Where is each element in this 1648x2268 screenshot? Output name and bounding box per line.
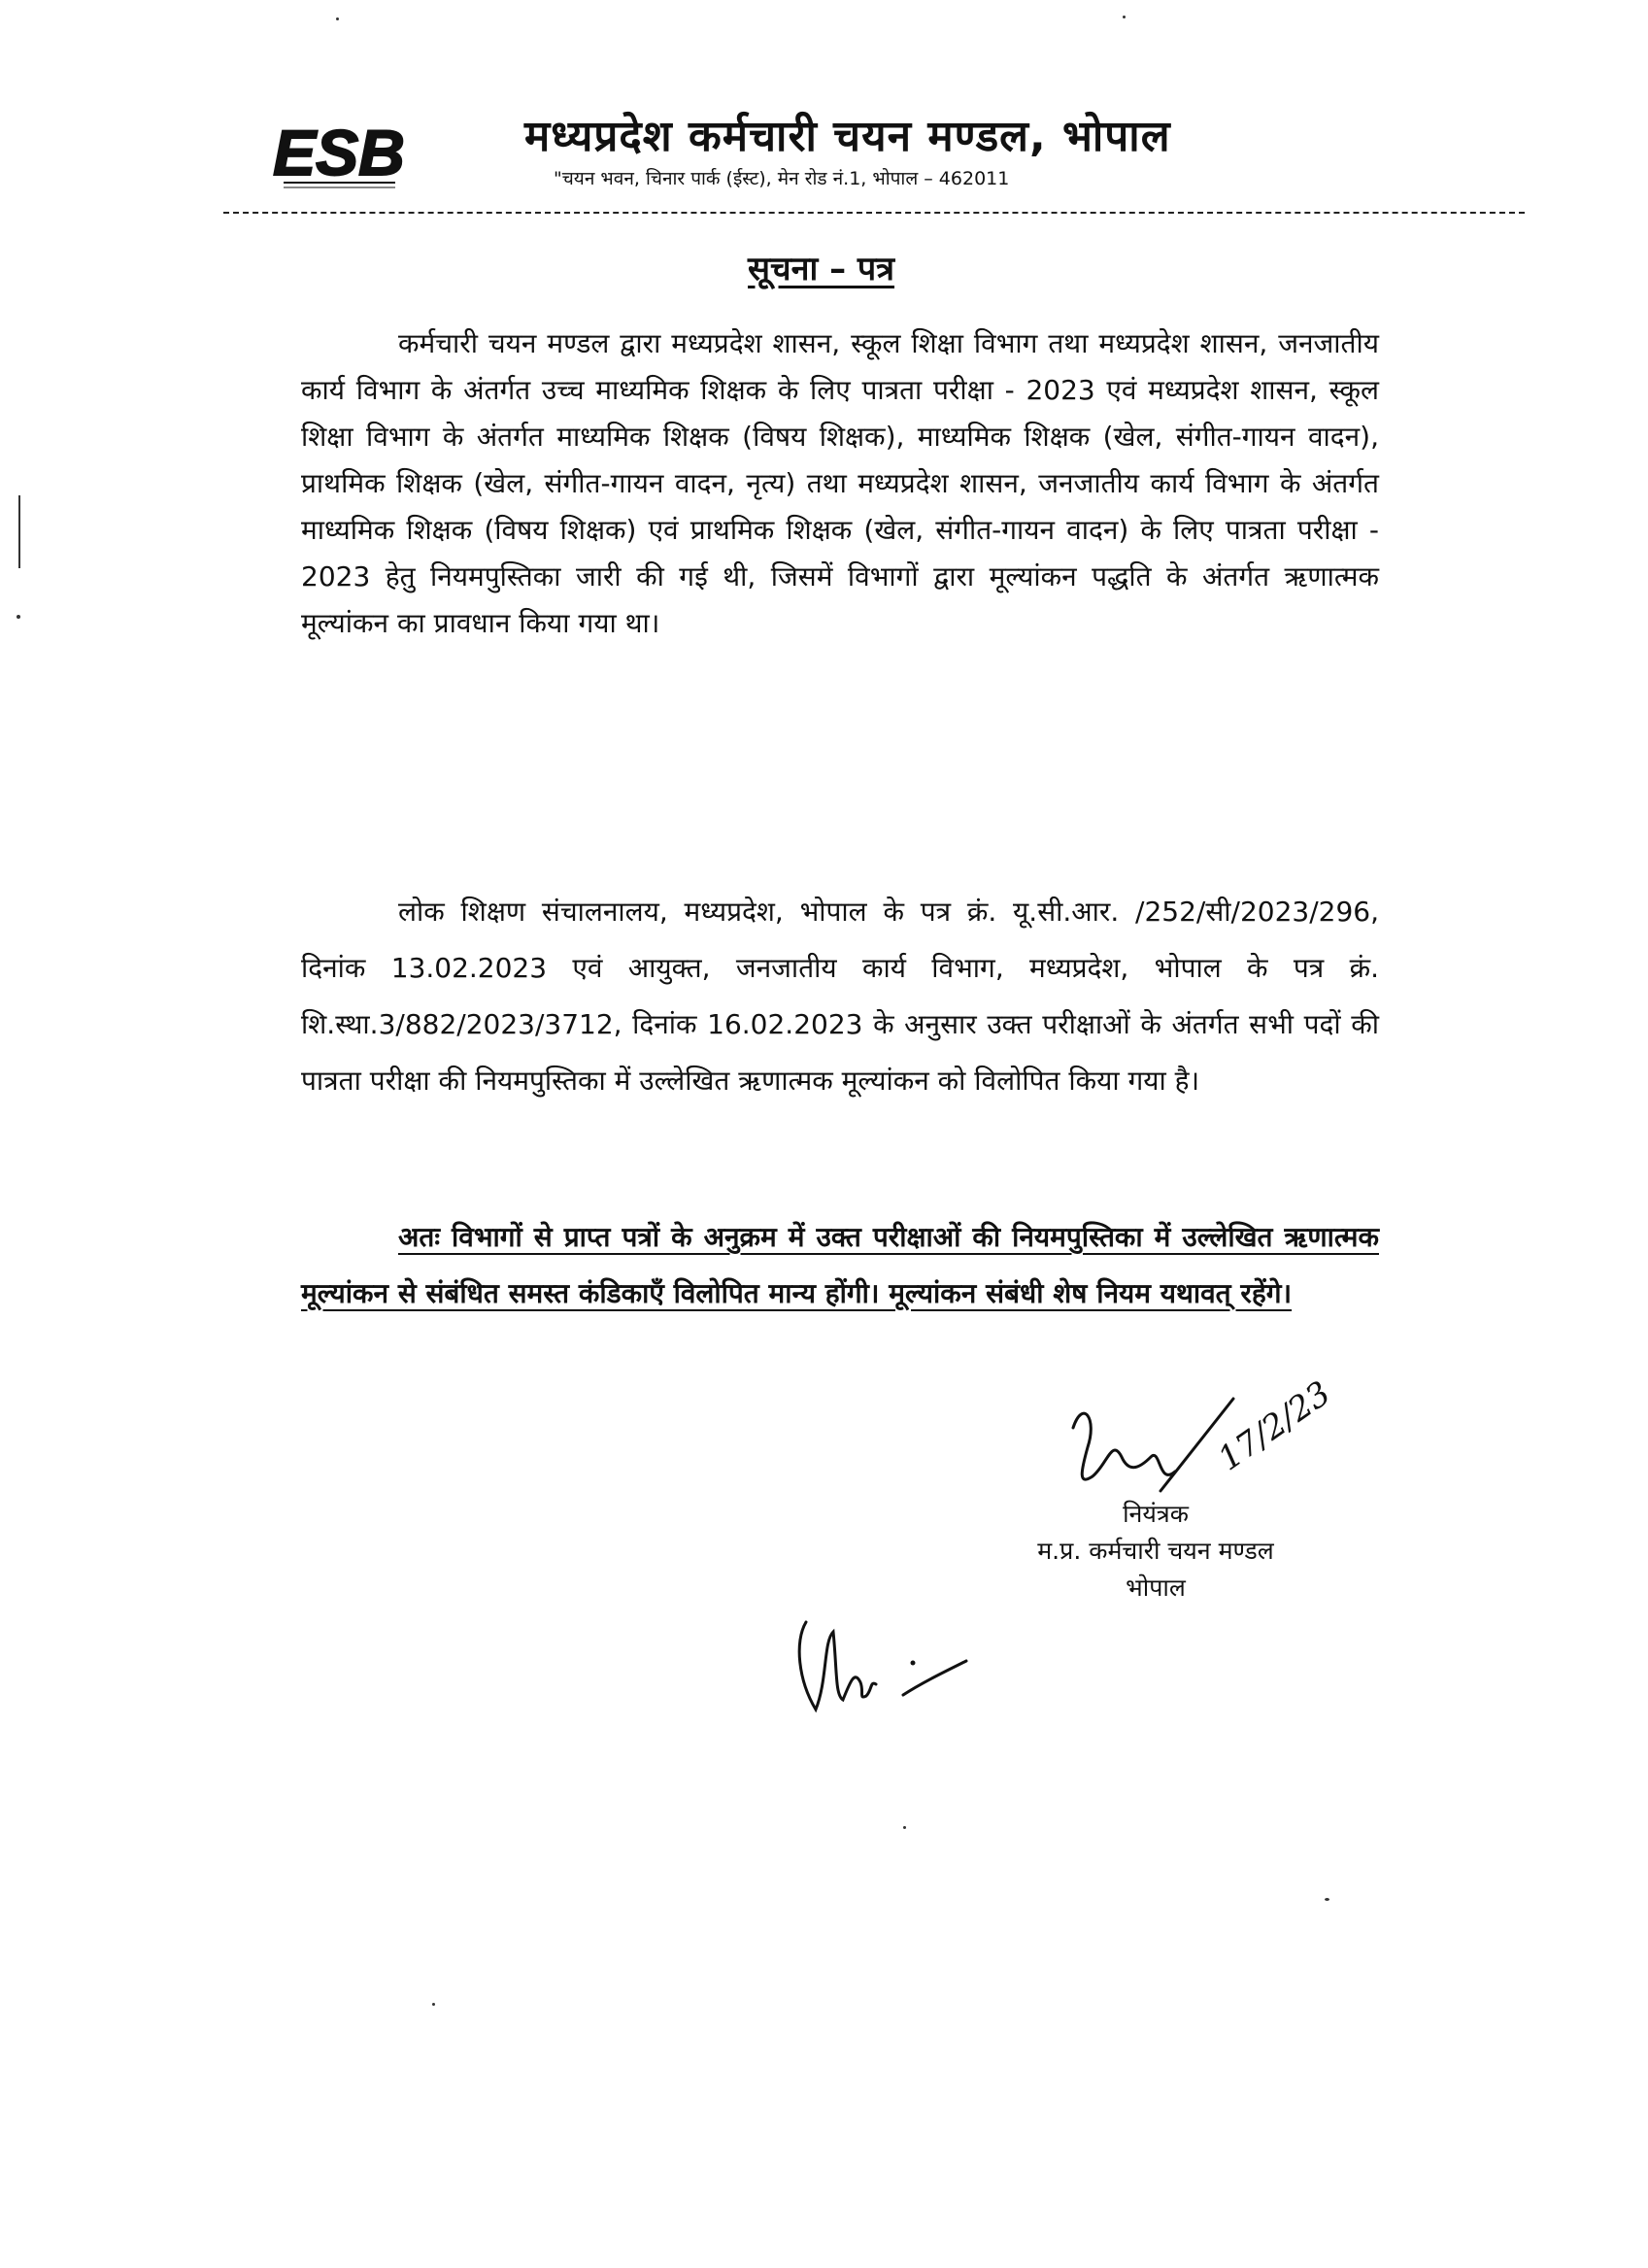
- signatory-designation: नियंत्रक: [1123, 1500, 1189, 1528]
- signatory-organization: म.प्र. कर्मचारी चयन मण्डल: [1037, 1537, 1274, 1565]
- initials-scribble: [777, 1603, 981, 1724]
- scan-speck: [432, 2003, 435, 2006]
- signatory-city: भोपाल: [1126, 1574, 1186, 1602]
- org-name: मध्यप्रदेश कर्मचारी चयन मण्डल, भोपाल: [524, 112, 1171, 161]
- header-divider: [223, 212, 1525, 214]
- scan-speck: [17, 615, 20, 619]
- scan-speck: [1325, 1898, 1329, 1901]
- signature-block: [971, 1496, 1340, 1607]
- scan-margin-mark: [18, 495, 20, 568]
- scan-speck: [1123, 16, 1126, 18]
- esb-logo: [274, 115, 405, 192]
- logo-text: ESB: [273, 117, 405, 188]
- paragraph-3: अतः विभागों से प्राप्त पत्रों के अनुक्रम में उक्त परीक्षाओं की नियमपुस्तिका में उल्लेखित ऋणात्मक मूल्यांकन से संबंधित समस्त कंडिकाएँ विलोपित मान्य होंगी। मूल्यांकन संबंधी शेष नियम यथावत् रहेंगे।: [301, 1221, 1379, 1309]
- paragraph-2: लोक शिक्षण संचालनालय, मध्यप्रदेश, भोपाल के पत्र क्रं. यू.सी.आर. /252/सी/2023/296, दिनांक 13.02.2023 एवं आयुक्त, जनजातीय कार्य विभाग, मध्यप्रदेश, भोपाल के पत्र क्रं. शि.स्था.3/882/2023/3712, दिनांक 16.02.2023 के अनुसार उक्त परीक्षाओं के अंतर्गत सभी पदों की पात्रता परीक्षा की नियमपुस्तिका में उल्लेखित ऋणात्मक मूल्यांकन को विलोपित किया गया है।: [301, 896, 1379, 1097]
- paragraph-1: कर्मचारी चयन मण्डल द्वारा मध्यप्रदेश शासन, स्कूल शिक्षा विभाग तथा मध्यप्रदेश शासन, जनजातीय कार्य विभाग के अंतर्गत उच्च माध्यमिक शिक्षक के लिए पात्रता परीक्षा - 2023 एवं मध्यप्रदेश शासन, स्कूल शिक्षा विभाग के अंतर्गत माध्यमिक शिक्षक (विषय शिक्षक), माध्यमिक शिक्षक (खेल, संगीत-गायन वादन), प्राथमिक शिक्षक (खेल, संगीत-गायन वादन, नृत्य) तथा मध्यप्रदेश शासन, जनजातीय कार्य विभाग के अंतर्गत माध्यमिक शिक्षक (विषय शिक्षक) एवं प्राथमिक शिक्षक (खेल, संगीत-गायन वादन) के लिए पात्रता परीक्षा - 2023 हेतु नियमपुस्तिका जारी की गई थी, जिसमें विभागों द्वारा मूल्यांकन पद्धति के अंतर्गत ऋणात्मक मूल्यांकन का प्रावधान किया गया था।: [301, 327, 1379, 639]
- signature-date: 17/2/23: [1211, 1373, 1338, 1479]
- org-address: "चयन भवन, चिनार पार्क (ईस्ट), मेन रोड नं.1, भोपाल – 462011: [554, 168, 1010, 189]
- notice-title: सूचना – पत्र: [748, 250, 895, 288]
- scan-speck: [903, 1826, 906, 1829]
- scan-speck: [336, 17, 339, 20]
